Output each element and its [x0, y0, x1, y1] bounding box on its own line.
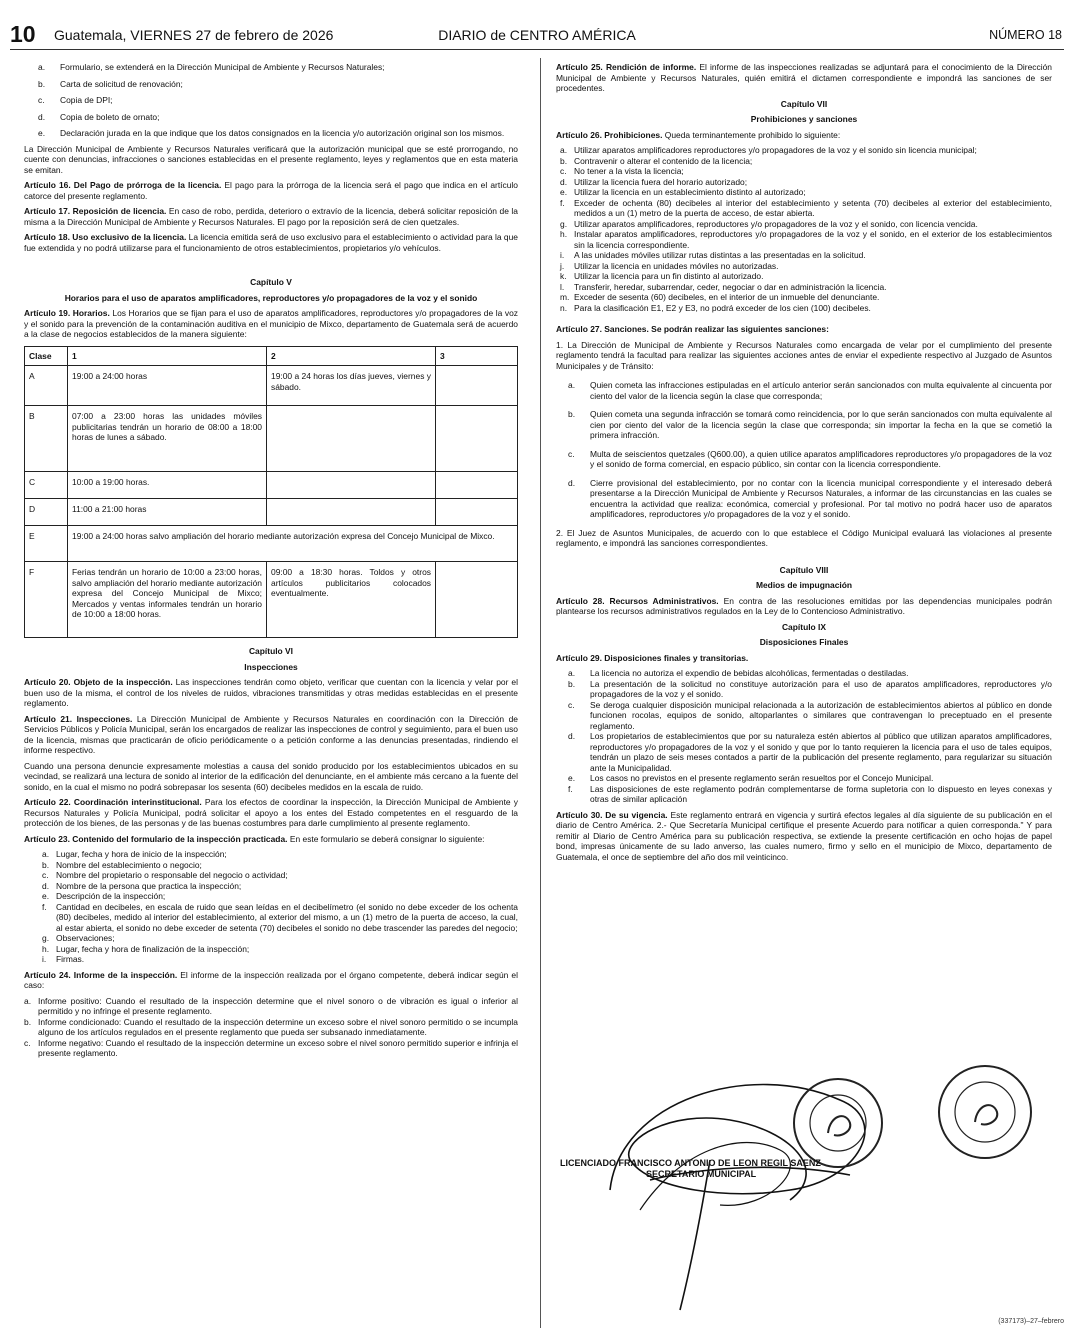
list-item: h. Instalar aparatos amplificadores, reproductores y/o propagadores de la voz y el sonido, en el exterior de los establecimientos sin la licencia correspondiente.	[560, 229, 1052, 250]
table-cell: F	[25, 562, 68, 638]
list-item: b. Quien cometa una segunda infracción se tomará como reincidencia, por lo que serán sancionados con multa equivalente al cien por ciento del valor de la licencia según la clase que corresponda; sin importar la fecha en la que se cometió la primera infracción.	[568, 409, 1052, 440]
list-item: d. Nombre de la persona que practica la inspección;	[42, 880, 242, 891]
list-item: i. A las unidades móviles utilizar rutas distintas a las presentadas en la solicitud.	[560, 250, 866, 260]
chapter-heading: Capítulo V	[250, 277, 292, 287]
chapter-title: Inspecciones	[244, 661, 298, 672]
table-row	[25, 562, 518, 638]
publication-code: (337173)–27–febrero	[998, 1318, 1064, 1325]
list-item: e. Declaración jurada en la que indique que los datos consignados en la licencia y/o autorización original son los mismos.	[38, 128, 505, 138]
column-divider	[540, 58, 541, 1328]
article-27: Artículo 27. Sanciones. Se podrán realizar las siguientes sanciones:	[556, 324, 829, 334]
sanctions-list	[556, 380, 1052, 520]
list-item: m. Exceder de sesenta (60) decibeles, en el interior de un inmueble del denunciante.	[560, 292, 880, 302]
list-item: c. Informe negativo: Cuando el resultado de la inspección determine un exceso sobre el nivel sonoro permitido superior e infrinja el presente reglamento.	[24, 1037, 518, 1058]
table-header-cell: 1	[68, 346, 267, 366]
chapter-title: Prohibiciones y sanciones	[750, 114, 858, 124]
list-item: c. Nombre del propietario o responsable del negocio o actividad;	[42, 870, 288, 880]
chapter-heading: Capítulo VI	[248, 646, 294, 656]
list-item: b. Carta de solicitud de renovación;	[38, 78, 183, 89]
table-cell: B	[25, 406, 68, 472]
list-item: f. Cantidad en decibeles, en escala de ruido que sean leídas en el decibelímetro (el sonido no debe exceder de los ochenta (80) decibeles, medido al interior del establecimiento, al exterior del mismo, a un (1) metro de la puerta de acceso, la cual, al estar abierta, el sonido no debe exceder de setenta (70) decibeles el sonido no debe trascender las paredes del negocio;	[42, 901, 518, 933]
list-item: f. Las disposiciones de este reglamento podrán complementarse de forma supletoria con lo dispuesto en leyes conexas y otras de similar aplicación	[568, 783, 1052, 804]
list-item: a. Informe positivo: Cuando el resultado de la inspección determine que el nivel sonoro o de vibración es igual o inferior al permitido y no infringe el presente reglamento.	[24, 995, 518, 1016]
table-header-row	[25, 346, 518, 366]
list-item: d. Copia de boleto de ornato;	[38, 111, 160, 122]
prohibitions-list	[556, 145, 1052, 313]
list-item: l. Transferir, heredar, subarrendar, ceder, negociar o dar en administración la licencia.	[560, 281, 887, 292]
table-cell: 19:00 a 24:00 horas	[68, 366, 267, 406]
list-item: d. Cierre provisional del establecimiento, por no contar con la licencia municipal correspondiente y el interesado deberá presentarse a la Dirección Municipal de Ambiente y Recursos Naturales, a informar de las circunstancias en las cuales se encuentra la actividad que realiza: económica, comercial y profesional. Por tal motivo no podrá hacer uso de aparatos amplificadores, reproductores y/o propagadores de la voz y el sonido.	[568, 477, 1052, 519]
signatory-title: SECRETARIO MUNICIPAL	[646, 1169, 757, 1179]
list-item: e. Utilizar la licencia en un establecimiento distinto al autorizado;	[560, 187, 806, 197]
paragraph: Cuando una persona denuncie expresamente molestias a causa del sonido producido por los establecimientos ubicados en su vecindad, se realizará una lectura de sonido al interior de la edificación del denunciante, en el ambiente más cercano a la fuente del sonido, en la cual el mismo no podrá sobrepasar los sesenta (60) decibeles medidos en la escala de ruido.	[24, 760, 518, 792]
list-item: c. Multa de seiscientos quetzales (Q600.00), a quien utilice aparatos amplificadores reproductores y/o propagadores de la voz y el sonido de forma comercial, en espacio público, sin contar con la licencia correspondiente.	[568, 448, 1052, 469]
article-28: Artículo 28. Recursos Administrativos. En contra de las resoluciones emitidas por las dependencias municipales podrán plantearse los recursos administrativos regulados en la Ley de lo Contencioso Administrativo.	[556, 595, 1052, 616]
list-item: b. Contravenir o alterar el contenido de la licencia;	[560, 155, 753, 166]
report-types-list	[24, 996, 518, 1059]
article-22: Artículo 22. Coordinación interinstitucional. Para los efectos de coordinar la inspección, la Dirección Municipal de Ambiente y Recursos Naturales y Policía Municipal, podrá solicitar el apoyo a los entes del Estado competentes en el resguardo de la protección de los bienes, de las personas y de las buenas costumbres para darle cumplimiento al presente reglamento.	[24, 797, 518, 828]
table-cell	[436, 562, 518, 638]
paragraph: La Dirección Municipal de Ambiente y Recursos Naturales verificará que la autorización municipal que se esté prorrogando, no cuente con denuncias, infracciones o sanciones establecidas en el presente reglamento, leyes y reglamentos que en esta materia se emitan.	[24, 143, 518, 175]
municipal-seal-1	[790, 1075, 886, 1171]
table-cell: E	[25, 526, 68, 562]
date-line: Guatemala, VIERNES 27 de febrero de 2026	[54, 27, 334, 43]
chapter-title: Medios de impugnación	[755, 580, 853, 590]
page-number: 10	[10, 21, 36, 47]
paragraph: 1. La Dirección de Municipal de Ambiente y Recursos Naturales como encargada de velar por el cumplimiento del presente reglamento tendrá la facultad para realizar las siguientes acciones antes de enviar el expediente respectivo al Juzgado de Asuntos Municipales y de Tránsito:	[556, 339, 1052, 371]
page-header	[10, 20, 1064, 48]
table-row	[25, 499, 518, 526]
right-column	[556, 62, 1052, 867]
article-25: Artículo 25. Rendición de informe. El informe de las inspecciones realizadas se adjuntará para el conocimiento de la Dirección Municipal de Ambiente y Recursos Naturales, quién emitirá el dictamen correspondiente e impondrá las sanciones de ser procedentes.	[556, 62, 1052, 93]
list-item: g. Utilizar aparatos amplificadores, reproductores y/o propagadores de la voz y el sonido, con licencia vencida.	[560, 218, 978, 229]
table-cell: C	[25, 472, 68, 499]
final-provisions-list	[554, 668, 1052, 805]
table-cell	[436, 472, 518, 499]
list-item: n. Para la clasificación E1, E2 y E3, no podrá exceder de los cien (100) decibeles.	[560, 302, 871, 313]
article-20: Artículo 20. Objeto de la inspección. Las inspecciones tendrán como objeto, verificar que cuentan con la licencia y velar por el buen uso de la misma, el control de los niveles de ruidos, vibraciones transmitidas y otras medidas establecidas en el presente reglamento.	[24, 677, 518, 708]
list-item: c. Se deroga cualquier disposición municipal relacionada a la autorización de establecimientos abiertos al público en donde funcionen rocolas, equipos de sonido, altoparlantes o similares que contravengan lo preceptuado en el presente reglamento.	[568, 699, 1052, 731]
chapter-heading: Capítulo VII	[780, 98, 828, 109]
table-cell: 07:00 a 23:00 horas las unidades móviles publicitarias tendrán un horario de 08:00 a 18:00 horas de lunes a sábado.	[68, 406, 267, 472]
inspection-form-list	[24, 849, 518, 965]
list-item: a. Quien cometa las infracciones estipuladas en el artículo anterior serán sancionados con multa equivalente al cincuenta por ciento del valor de la licencia según la clase que corresponda;	[568, 380, 1052, 401]
article-18: Artículo 18. Uso exclusivo de la licencia. La licencia emitida será de uso exclusivo para el establecimiento o actividad para la que fue extendida y no podrá utilizarse para el funcionamiento de otros establecimientos, propietarios y/o vehículos.	[24, 232, 518, 253]
list-item: d. Los propietarios de establecimientos que por su naturaleza estén abiertos al público que utilizan aparatos amplificadores, reproductores y/o propagadores de la voz y el sonido y que por lo tanto requieren la licencia para el uso de tales equipos, tendrán un plazo de seis meses contados a partir de la publicación del presente reglamento, para regularizar su situación ante la Municipalidad.	[568, 731, 1052, 773]
article-29: Artículo 29. Disposiciones finales y transitorias.	[556, 652, 749, 663]
table-row	[25, 472, 518, 499]
table-row	[25, 406, 518, 472]
list-item: c. No tener a la vista la licencia;	[560, 166, 684, 176]
table-cell	[267, 499, 436, 526]
article-23: Artículo 23. Contenido del formulario de la inspección practicada. En este formulario se deberá consignar lo siguiente:	[24, 833, 485, 844]
table-cell	[436, 406, 518, 472]
table-cell	[267, 406, 436, 472]
article-26: Artículo 26. Prohibiciones. Queda terminantemente prohibido lo siguiente:	[556, 129, 841, 140]
list-item: c. Copia de DPI;	[38, 95, 113, 105]
list-item: j. Utilizar la licencia en unidades móviles no autorizadas.	[560, 260, 779, 271]
table-cell: A	[25, 366, 68, 406]
chapter-title: Horarios para el uso de aparatos amplificadores, reproductores y/o propagadores de la voz y el sonido	[64, 292, 478, 303]
table-row	[25, 366, 518, 406]
list-item: a. La licencia no autoriza el expendio de bebidas alcohólicas, fermentadas o destiladas.	[568, 668, 909, 678]
newspaper-name: DIARIO de CENTRO AMÉRICA	[438, 27, 636, 43]
list-item: k. Utilizar la licencia para un fin distinto al autorizado.	[560, 271, 764, 281]
paragraph: 2. El Juez de Asuntos Municipales, de acuerdo con lo que establece el Código Municipal evaluará las violaciones al presente reglamento, e impondrá las sanciones correspondientes.	[556, 527, 1052, 548]
left-column	[24, 62, 518, 1064]
table-header-cell: 3	[436, 346, 518, 366]
table-cell: 19:00 a 24 horas los días jueves, viernes y sábado.	[267, 366, 436, 406]
table-cell	[267, 472, 436, 499]
table-cell: 19:00 a 24:00 horas salvo ampliación del horario mediante autorización expresa del Concejo Municipal de Mixco.	[68, 526, 518, 562]
article-21: Artículo 21. Inspecciones. La Dirección Municipal de Ambiente y Recursos Naturales en coordinación con la Dirección de Servicios Públicos y Policía Municipal, serán los encargados de realizar las inspecciones de control y seguimiento, para el buen uso de la licencia, mismas que practicarán de oficio periódicamente o a petición conforme a las denuncias presentadas, rindiendo el informe respectivo.	[24, 713, 518, 755]
signatory-name: LICENCIADO FRANCISCO ANTONIO DE LEON REGIL SAENZ	[560, 1158, 821, 1168]
chapter-heading: Capítulo VIII	[779, 564, 829, 575]
article-17: Artículo 17. Reposición de licencia. En caso de robo, perdida, deterioro o extravío de la licencia, deberá solicitar reposición de la misma a la Dirección Municipal de Ambiente y Recursos Naturales. El pago por la reposición será de cien quetzales.	[24, 206, 518, 227]
list-item: i. Firmas.	[42, 954, 85, 964]
renewal-requirements-list	[24, 62, 518, 139]
list-item: a. Utilizar aparatos amplificadores reproductores y/o propagadores de la voz y el sonido sin licencia municipal;	[560, 145, 977, 155]
schedule-table	[24, 346, 518, 639]
table-row	[25, 526, 518, 562]
table-header-cell: Clase	[25, 346, 68, 366]
table-cell: 11:00 a 21:00 horas	[68, 499, 267, 526]
list-item: e. Los casos no previstos en el presente reglamento serán resueltos por el Concejo Municipal.	[568, 773, 934, 783]
table-cell: 10:00 a 19:00 horas.	[68, 472, 267, 499]
issue-number: NÚMERO 18	[989, 28, 1062, 42]
table-cell: Ferias tendrán un horario de 10:00 a 23:00 horas, salvo ampliación del horario mediante autorización expresa del Concejo Municipal de Mixco; Mercados y ventas informales tendrán un horario de 10:00 a 18:00 horas.	[68, 562, 267, 638]
list-item: e. Descripción de la inspección;	[42, 891, 166, 901]
article-19: Artículo 19. Horarios. Los Horarios que se fijan para el uso de aparatos amplificadores, reproductores y/o propagadores de la voz y el sonido para la prevención de la contaminación auditiva en el municipio de Mixco, departamento de Guatemala será de acuerdo a la clase de negocios establecidos de la manera siguiente:	[24, 308, 518, 339]
list-item: a. Formulario, se extenderá en la Dirección Municipal de Ambiente y Recursos Naturales;	[38, 62, 385, 72]
article-24: Artículo 24. Informe de la inspección. El informe de la inspección realizada por el órgano competente, deberá indicar según el caso:	[24, 969, 518, 990]
table-cell	[436, 499, 518, 526]
article-30: Artículo 30. De su vigencia. Este reglamento entrará en vigencia y surtirá efectos legales al día siguiente de su publicación en el diario de Centro América. 2.- Que Secretaría Municipal certifique el presente Acuerdo para notificar a quien corresponda." Y para remitir al Diario de Centro América para su publicación respectiva, se extiende la presente certificación en ocho hojas de papel bond, impresas únicamente de su lado anverso, las cuales numero, firmo y sello en el municipio de Mixco, departamento de Guatemala, el once de septiembre del año dos mil veinticinco.	[556, 809, 1052, 862]
table-cell: 09:00 a 18:30 horas. Toldos y otros artículos publicitarios colocados eventualmente.	[267, 562, 436, 638]
chapter-title: Disposiciones Finales	[759, 637, 849, 647]
table-cell: D	[25, 499, 68, 526]
table-header-cell: 2	[267, 346, 436, 366]
signature-block	[560, 1158, 890, 1180]
municipal-seal-2	[935, 1062, 1035, 1162]
list-item: b. Nombre del establecimiento o negocio;	[42, 859, 202, 870]
table-cell	[436, 366, 518, 406]
list-item: h. Lugar, fecha y hora de finalización de la inspección;	[42, 943, 250, 954]
list-item: d. Utilizar la licencia fuera del horario autorizado;	[560, 176, 748, 187]
article-16: Artículo 16. Del Pago de prórroga de la licencia. El pago para la prórroga de la licencia será el pago que indica en el artículo catorce del presente reglamento.	[24, 180, 518, 201]
list-item: b. La presentación de la solicitud no constituye autorización para el uso de aparatos amplificadores, reproductores y/o propagadores de la voz y el sonido.	[568, 678, 1052, 699]
header-rule	[10, 49, 1064, 50]
list-item: g. Observaciones;	[42, 933, 115, 943]
chapter-heading: Capítulo IX	[781, 621, 827, 632]
list-item: b. Informe condicionado: Cuando el resultado de la inspección determine un exceso sobre el nivel sonoro permitido o se incumpla alguno de los artículos regulados en el presente reglamento que pueda ser subsanado inmediatamente.	[24, 1016, 518, 1037]
list-item: f. Exceder de ochenta (80) decibeles al interior del establecimiento y setenta (70) decibeles al exterior del establecimiento, medidos a un (1) metro de la puerta de acceso, de estar abierta.	[560, 197, 1052, 218]
list-item: a. Lugar, fecha y hora de inicio de la inspección;	[42, 849, 227, 859]
